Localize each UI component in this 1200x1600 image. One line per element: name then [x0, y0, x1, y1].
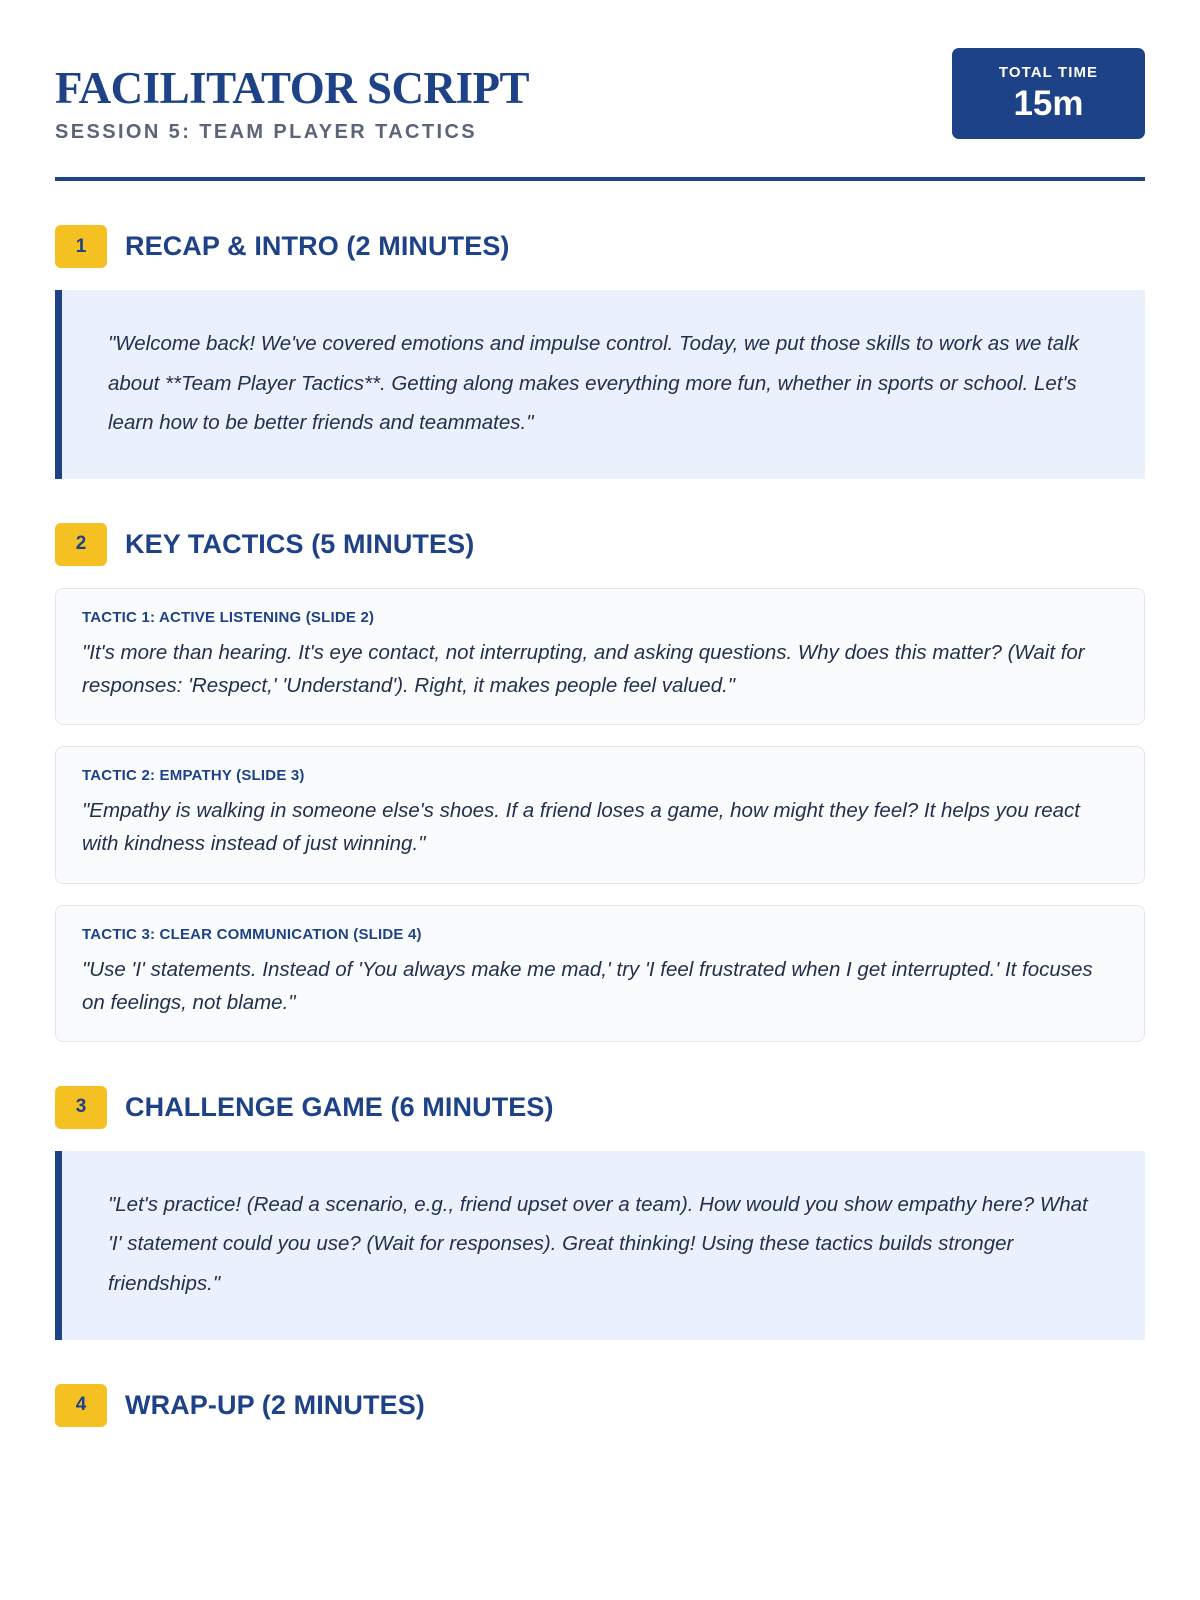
tactic-card-title: TACTIC 3: CLEAR COMMUNICATION (SLIDE 4) — [82, 925, 422, 943]
section-challenge-game — [55, 1086, 1145, 1340]
total-time-badge — [952, 48, 1145, 139]
section-recap-intro — [55, 225, 1145, 479]
section-title: KEY TACTICS (5 MINUTES) — [125, 528, 475, 559]
tactic-card-title: TACTIC 1: ACTIVE LISTENING (SLIDE 2) — [82, 608, 375, 626]
section-key-tactics — [55, 523, 1145, 1042]
section-header — [55, 225, 1145, 268]
tactic-card-text: "Empathy is walking in someone else's shoes. If a friend loses a game, how might they feel? It helps you react with kindness instead of just winning." — [82, 799, 1080, 856]
section-title: RECAP & INTRO (2 MINUTES) — [125, 231, 510, 261]
section-number-badge: 4 — [55, 1384, 107, 1427]
tactic-card-list — [55, 588, 1145, 1042]
tactic-card — [55, 588, 1145, 725]
section-header — [55, 1384, 1145, 1427]
total-time-value: 15m — [1013, 84, 1084, 123]
script-text: "Welcome back! We've covered emotions and impulse control. Today, we put those skills to work as we talk about **Team Player Tactics**. Getting along makes everything more fun, whether in sports or school. Let's learn how to be better friends and teammates." — [108, 332, 1079, 435]
tactic-card-title: TACTIC 2: EMPATHY (SLIDE 3) — [82, 767, 305, 785]
section-header — [55, 523, 1145, 566]
section-number-badge: 1 — [55, 225, 107, 268]
page-title: FACILITATOR SCRIPT — [55, 63, 530, 113]
page-subtitle: SESSION 5: TEAM PLAYER TACTICS — [55, 121, 478, 143]
script-text: "Let's practice! (Read a scenario, e.g., friend upset over a team). How would you show empathy here? What 'I' statement could you use? (Wait for responses). Great thinking! Using these tactics builds stronger friendships." — [108, 1192, 1088, 1296]
script-quote-block — [55, 1151, 1145, 1340]
script-quote-block — [55, 290, 1145, 479]
tactic-card — [55, 746, 1145, 883]
tactic-card — [55, 905, 1145, 1042]
document-header — [55, 48, 1145, 144]
tactic-card-text: "Use 'I' statements. Instead of 'You always make me mad,' try 'I feel frustrated when I get interrupted.' It focuses on feelings, not blame." — [82, 957, 1093, 1014]
header-title-group — [55, 48, 529, 144]
header-divider — [55, 177, 1145, 181]
section-title: WRAP-UP (2 MINUTES) — [125, 1389, 425, 1420]
total-time-label: TOTAL TIME — [998, 64, 1099, 81]
section-number-badge: 3 — [55, 1086, 107, 1129]
section-wrap-up — [55, 1384, 1145, 1427]
section-number-badge: 2 — [55, 523, 107, 566]
section-title: CHALLENGE GAME (6 MINUTES) — [125, 1091, 554, 1122]
tactic-card-text: "It's more than hearing. It's eye contact, not interrupting, and asking questions. Why does this matter? (Wait for responses: 'Respect,' 'Understand'). Right, it makes people feel valued." — [82, 640, 1085, 697]
section-header — [55, 1086, 1145, 1129]
